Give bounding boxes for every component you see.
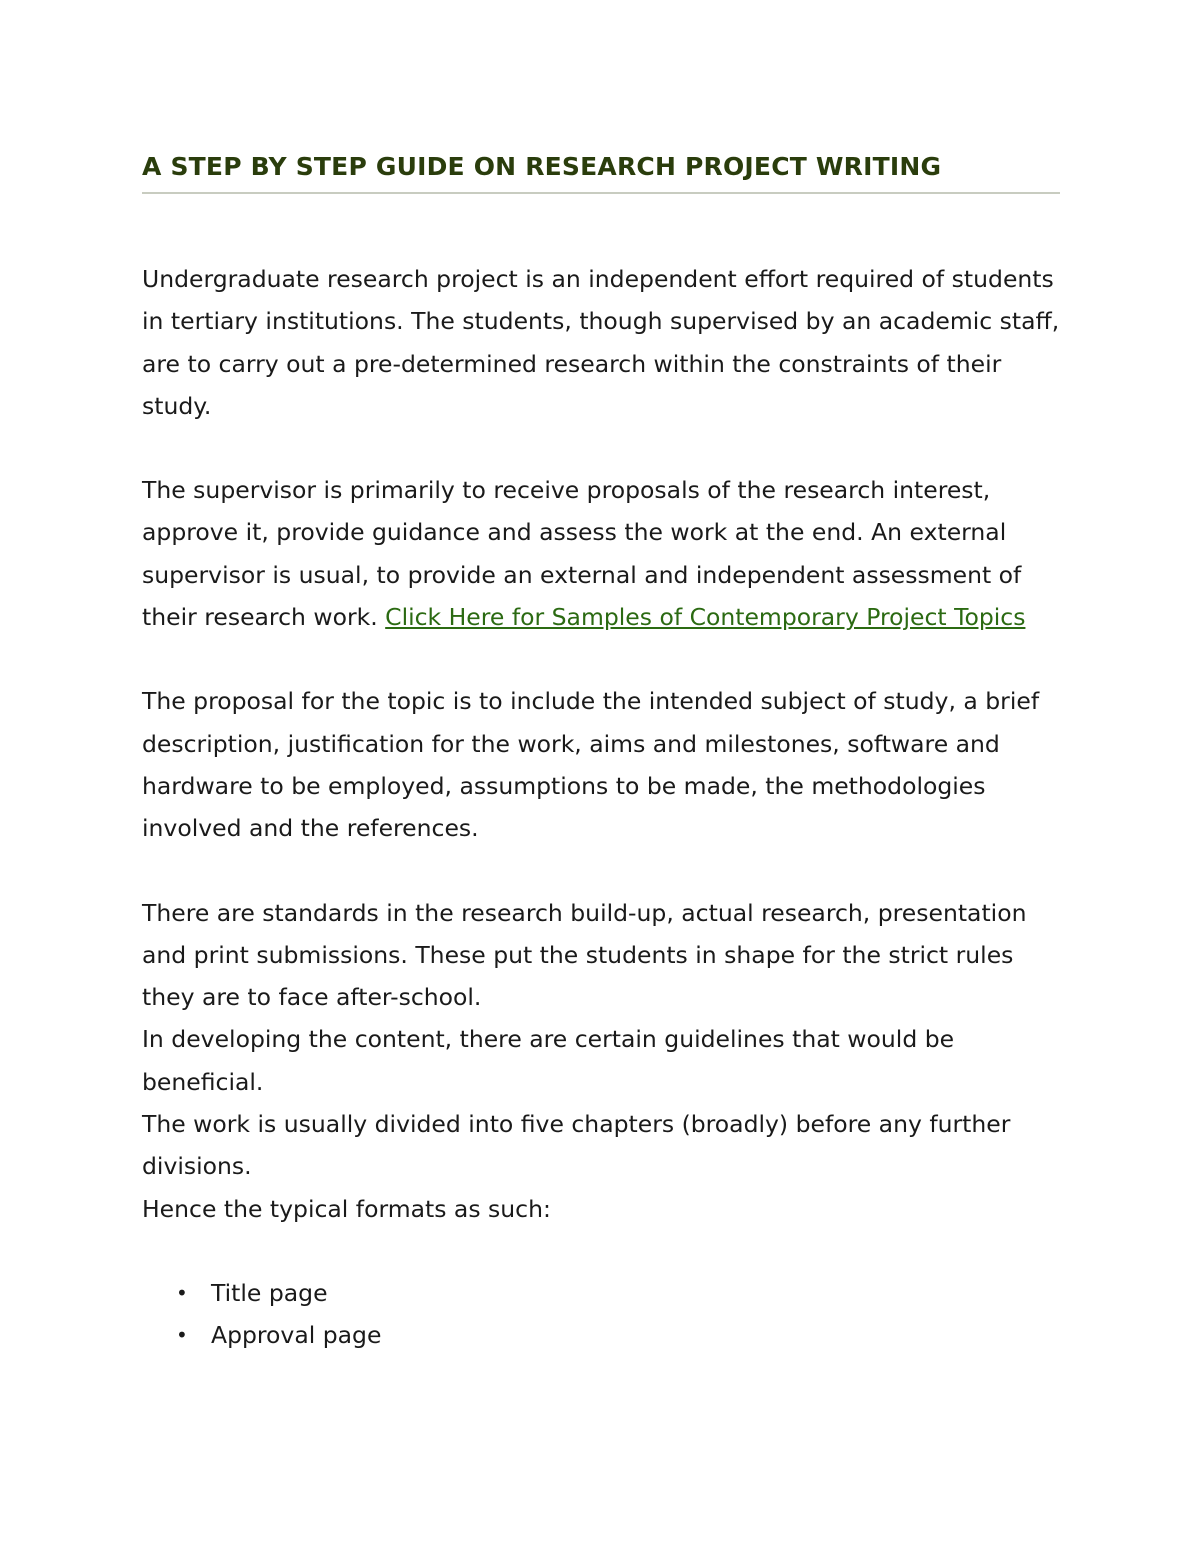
paragraph-supervisor-text: The supervisor is primarily to receive proposals of the research interest, approve it, provide guidance and assess the work at the end. An external supervisor is usual, to provide an external and independent assessment of their research work. xyxy=(142,476,1022,632)
paragraph-guidelines: In developing the content, there are certain guidelines that would be beneficial. xyxy=(142,1025,955,1096)
format-list xyxy=(142,1272,1060,1357)
paragraph-proposal: The proposal for the topic is to include the intended subject of study, a brief description, justification for the work, aims and milestones, software and hardware to be employed, assumptions to be made, the methodologies involved and the references. xyxy=(142,687,1040,843)
sample-topics-link[interactable]: Click Here for Samples of Contemporary Project Topics xyxy=(385,603,1026,632)
list-item-label: Approval page xyxy=(211,1321,382,1350)
paragraph-formats-intro: Hence the typical formats as such: xyxy=(142,1194,551,1223)
document-page xyxy=(142,150,1060,1357)
paragraph-standards: There are standards in the research build-up, actual research, presentation and print submissions. These put the students in shape for the strict rules they are to face after-school. xyxy=(142,898,1027,1012)
list-item xyxy=(142,1314,1060,1356)
bullet-icon: • xyxy=(176,1280,188,1305)
paragraph-chapters: The work is usually divided into five chapters (broadly) before any further divisions. xyxy=(142,1110,1011,1181)
bullet-icon: • xyxy=(176,1323,188,1348)
list-item xyxy=(142,1272,1060,1314)
page-title: A STEP BY STEP GUIDE ON RESEARCH PROJECT WRITING xyxy=(142,150,1060,194)
paragraph-intro: Undergraduate research project is an independent effort required of students in tertiary institutions. The students, though supervised by an academic staff, are to carry out a pre-determined research within the constraints of their study. xyxy=(142,265,1060,420)
list-item-label: Title page xyxy=(211,1278,328,1307)
paragraph-supervisor xyxy=(142,469,1060,638)
